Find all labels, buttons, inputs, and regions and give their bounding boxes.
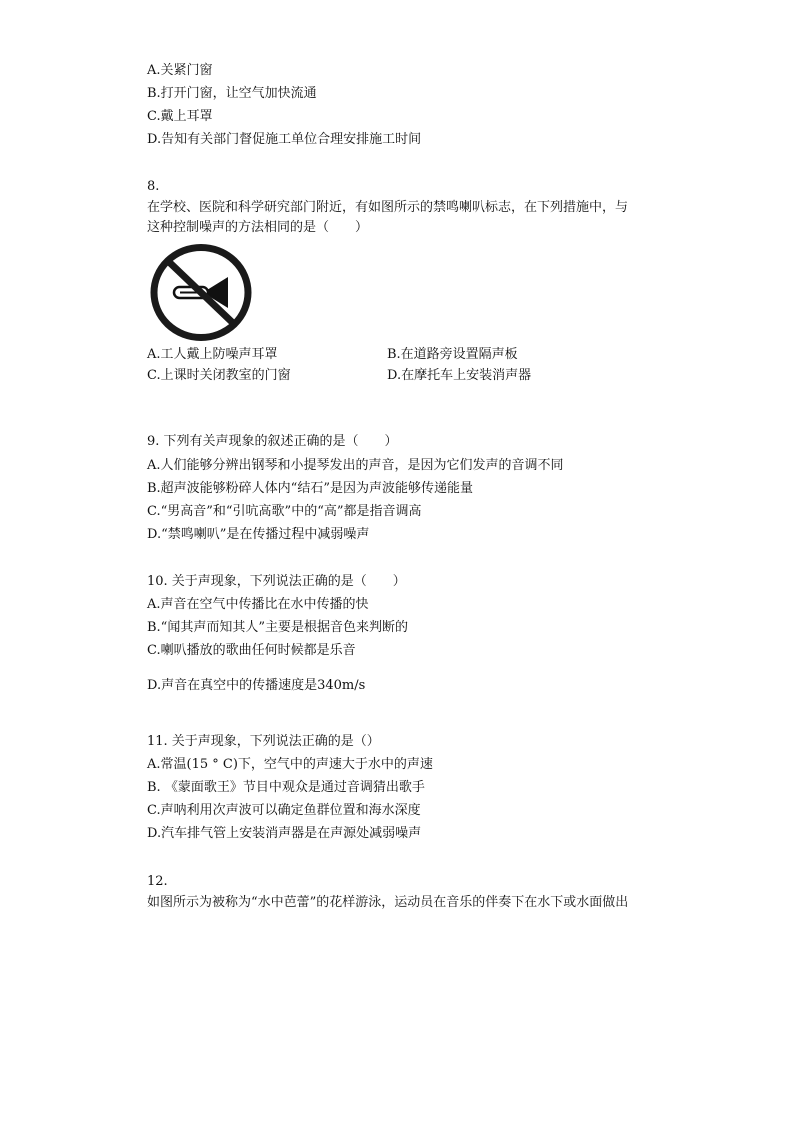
no-horn-sign-icon [150,244,252,341]
q11-option-b: B. 《蒙面歌王》节目中观众是通过音调猜出歌手 [147,780,425,795]
q7-option-d: D.告知有关部门督促施工单位合理安排施工时间 [147,132,422,147]
q9-option-d: D.“禁鸣喇叭”是在传播过程中减弱噪声 [147,527,370,542]
q8-number: 8. [147,179,160,194]
q8-option-b: B.在道路旁设置隔声板 [387,347,518,362]
q11-option-d: D.汽车排气管上安装消声器是在声源处减弱噪声 [147,826,422,841]
q7-option-c: C.戴上耳罩 [147,109,213,124]
q7-option-a: A.关紧门窗 [147,63,213,78]
q8-option-c: C.上课时关闭教室的门窗 [147,368,291,383]
q10-option-a: A.声音在空气中传播比在水中传播的快 [147,597,369,612]
q8-stem-line2: 这种控制噪声的方法相同的是（ ） [147,220,369,235]
q11-option-a: A.常温(15 ° C)下，空气中的声速大于水中的声速 [147,757,433,772]
q9-option-a: A.人们能够分辨出钢琴和小提琴发出的声音，是因为它们发声的音调不同 [147,458,564,473]
q11-stem: 11. 关于声现象，下列说法正确的是（） [147,734,380,749]
q8-option-d: D.在摩托车上安装消声器 [387,368,532,383]
q12-number: 12. [147,874,168,889]
q12-stem-line1: 如图所示为被称为“水中芭蕾”的花样游泳，运动员在音乐的伴奏下在水下或水面做出 [147,895,629,910]
q11-option-c: C.声呐利用次声波可以确定鱼群位置和海水深度 [147,803,421,818]
q8-option-a: A.工人戴上防噪声耳罩 [147,347,278,362]
q9-option-b: B.超声波能够粉碎人体内“结石”是因为声波能够传递能量 [147,481,473,496]
q10-stem: 10. 关于声现象，下列说法正确的是（ ） [147,574,406,589]
q9-option-c: C.“男高音”和“引吭高歌”中的“高”都是指音调高 [147,504,422,519]
q10-option-c: C.喇叭播放的歌曲任何时候都是乐音 [147,643,356,658]
q7-option-b: B.打开门窗，让空气加快流通 [147,86,317,101]
q9-stem: 9. 下列有关声现象的叙述正确的是（ ） [147,434,398,449]
q10-option-b: B.“闻其声而知其人”主要是根据音色来判断的 [147,620,408,635]
q10-option-d: D.声音在真空中的传播速度是340m/s [147,678,366,693]
q8-stem-line1: 在学校、医院和科学研究部门附近，有如图所示的禁鸣喇叭标志，在下列措施中，与 [147,200,629,215]
